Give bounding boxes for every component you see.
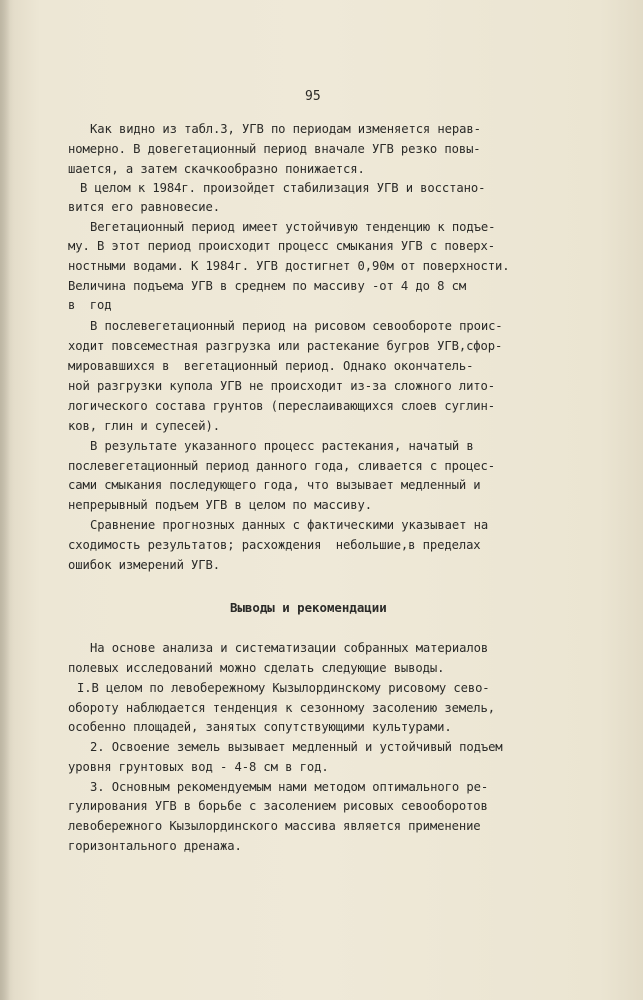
text-line: Сравнение прогнозных данных с фактическими указывает на bbox=[90, 518, 489, 532]
text-line: ков, глин и супесей). bbox=[68, 419, 220, 433]
text-line: му. В этот период происходит процесс смыкания УГВ с поверх- bbox=[68, 239, 496, 253]
text-line: обороту наблюдается тенденция к сезонному засолению земель, bbox=[68, 701, 496, 715]
text-line: На основе анализа и систематизации собранных материалов bbox=[90, 641, 489, 655]
text-line: уровня грунтовых вод - 4-8 см в год. bbox=[68, 760, 329, 774]
text-line: мировавшихся в вегетационный период. Однако окончатель- bbox=[68, 359, 474, 373]
text-line: ошибок измерений УГВ. bbox=[68, 558, 220, 572]
text-line: номерно. В довегетационный период вначале УГВ резко повы- bbox=[68, 142, 481, 156]
text-line: ностными водами. К 1984г. УГВ достигнет 0,90м от поверхности. bbox=[68, 259, 510, 273]
text-line: ной разгрузки купола УГВ не происходит из-за сложного лито- bbox=[68, 379, 496, 393]
text-line: послевегетационный период данного года, сливается с процес- bbox=[68, 459, 496, 473]
text-line: горизонтального дренажа. bbox=[68, 839, 242, 853]
text-line: I.В целом по левобережному Кызылординскому рисовому сево- bbox=[77, 681, 490, 695]
section-heading: Выводы и рекомендации bbox=[230, 600, 387, 615]
text-line: шается, а затем скачкообразно понижается. bbox=[68, 162, 365, 176]
text-line: сходимость результатов; расхождения небольшие,в пределах bbox=[68, 538, 481, 552]
page-number: 95 bbox=[305, 89, 321, 104]
text-line: 2. Освоение земель вызывает медленный и устойчивый подъем bbox=[90, 740, 503, 754]
text-line: логического состава грунтов (переслаивающихся слоев суглин- bbox=[68, 399, 496, 413]
text-line: особенно площадей, занятых сопутствующими культурами. bbox=[68, 720, 452, 734]
text-line: В результате указанного процесс растекания, начатый в bbox=[90, 439, 474, 453]
text-line: сами смыкания последующего года, что вызывает медленный и bbox=[68, 478, 481, 492]
text-line: В послевегетационный период на рисовом севообороте проис- bbox=[90, 319, 503, 333]
text-line: ходит повсеместная разгрузка или растекание бугров УГВ,сфор- bbox=[68, 339, 503, 353]
text-line: в год bbox=[68, 298, 112, 312]
text-line: полевых исследований можно сделать следующие выводы. bbox=[68, 661, 445, 675]
text-line: Как видно из табл.3, УГВ по периодам изменяется нерав- bbox=[90, 122, 481, 136]
text-line: левобережного Кызылординского массива является применение bbox=[68, 819, 481, 833]
text-line: 3. Основным рекомендуемым нами методом оптимального ре- bbox=[90, 780, 489, 794]
text-line: В целом к 1984г. произойдет стабилизация УГВ и восстано- bbox=[80, 181, 486, 195]
text-line: непрерывный подъем УГВ в целом по массиву. bbox=[68, 498, 372, 512]
text-line: Величина подъема УГВ в среднем по массиву -от 4 до 8 см bbox=[68, 279, 467, 293]
text-line: Вегетационный период имеет устойчивую тенденцию к подъе- bbox=[90, 220, 496, 234]
text-line: гулирования УГВ в борьбе с засолением рисовых севооборотов bbox=[68, 799, 488, 813]
text-line: вится его равновесие. bbox=[68, 200, 220, 214]
